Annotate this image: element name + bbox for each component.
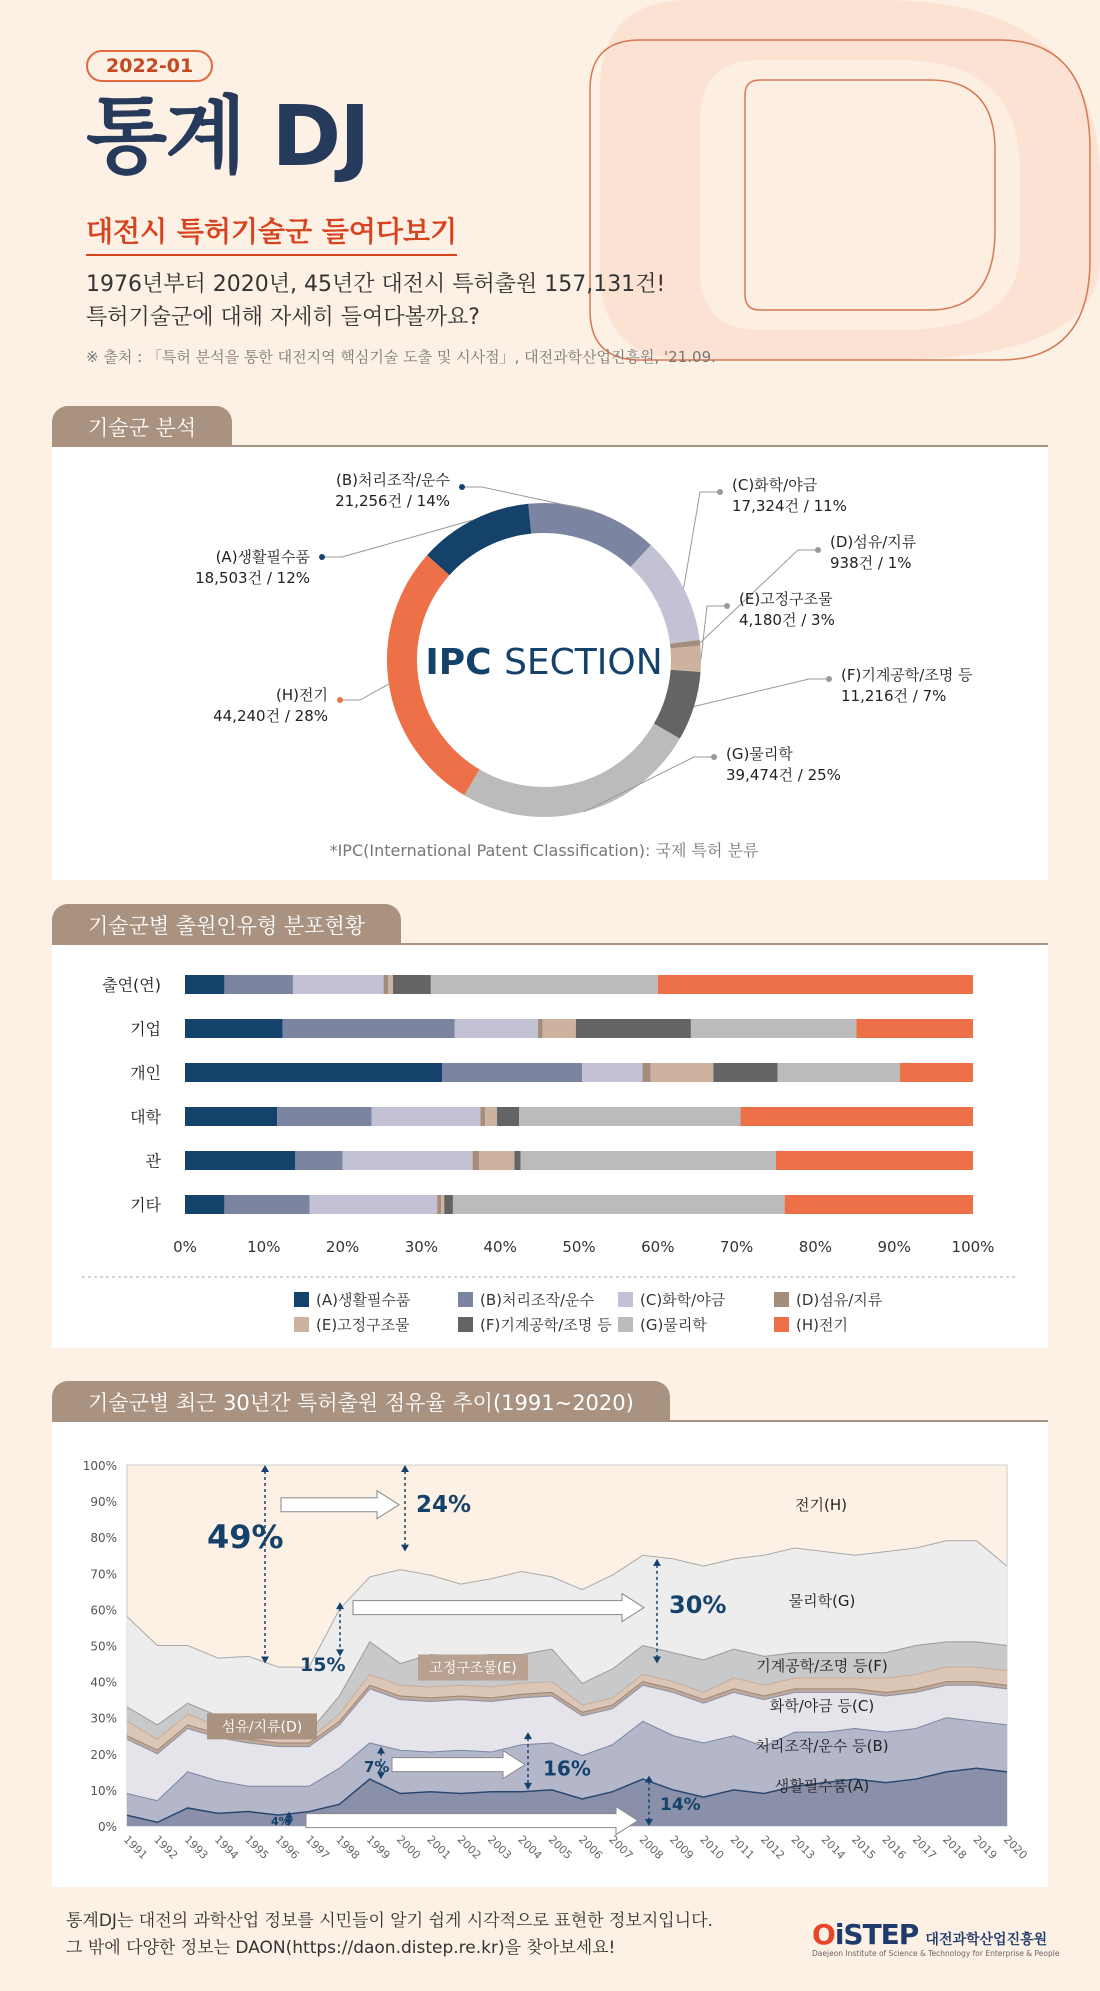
area-annot-14: 14% xyxy=(660,1794,701,1815)
bar-segment-E xyxy=(441,1195,444,1214)
bar-segment-D xyxy=(481,1107,486,1126)
bar-segment-E xyxy=(485,1107,497,1126)
area-x-tick: 2005 xyxy=(545,1832,575,1862)
page-subtitle: 대전시 특허기술군 들여다보기 xyxy=(86,210,457,256)
bar-segment-G xyxy=(691,1019,856,1038)
bar-segment-C xyxy=(310,1195,438,1214)
area-y-tick: 30% xyxy=(90,1711,117,1726)
area-x-tick: 2006 xyxy=(576,1832,606,1862)
bar-segment-B xyxy=(442,1063,582,1082)
donut-leader-dot-A xyxy=(319,554,325,560)
lead-line-1: 1976년부터 2020년, 45년간 대전시 특허출원 157,131건! xyxy=(86,272,666,298)
bar-segment-H xyxy=(785,1195,973,1214)
bar-segment-C xyxy=(343,1151,473,1170)
donut-label-name-F: (F)기계공학/조명 등 xyxy=(841,666,973,684)
bar-segment-F xyxy=(514,1151,520,1170)
bar-legend-label-E: (E)고정구조물 xyxy=(316,1316,410,1334)
bar-legend-swatch-H xyxy=(774,1317,789,1332)
bar-segment-G xyxy=(778,1063,900,1082)
bar-segment-A xyxy=(185,1107,277,1126)
bar-segment-H xyxy=(658,975,973,994)
bar-legend-label-G: (G)물리학 xyxy=(640,1316,707,1334)
donut-label-name-G: (G)물리학 xyxy=(726,745,793,763)
bar-segment-B xyxy=(224,975,293,994)
bar-segment-G xyxy=(521,1151,776,1170)
bar-segment-D xyxy=(437,1195,441,1214)
area-x-tick: 1997 xyxy=(302,1832,332,1862)
area-y-tick: 90% xyxy=(90,1495,117,1510)
donut-center-title-bold: IPC xyxy=(425,642,505,683)
logo-brand-rest: iSTEP xyxy=(834,1918,919,1951)
area-x-tick: 2016 xyxy=(879,1832,909,1862)
bar-segment-E xyxy=(543,1019,576,1038)
bar-segment-C xyxy=(454,1019,538,1038)
bar-x-tick: 10% xyxy=(247,1238,281,1256)
area-x-tick: 2012 xyxy=(758,1832,788,1862)
bar-category-label: 관 xyxy=(145,1151,161,1171)
bar-x-tick: 30% xyxy=(404,1238,439,1256)
bar-category-label: 개인 xyxy=(130,1063,161,1083)
donut-leader-dot-C xyxy=(717,489,723,495)
bar-segment-F xyxy=(393,975,431,994)
bar-segment-D xyxy=(384,975,389,994)
donut-slice-D xyxy=(685,642,686,647)
area-tag-d: 섬유/지류(D) xyxy=(221,1719,303,1736)
applicant-type-bar-chart xyxy=(52,945,1048,1348)
area-annot-4: 4% xyxy=(271,1814,290,1828)
area-annot-16: 16% xyxy=(543,1756,591,1781)
area-x-tick: 1998 xyxy=(333,1832,363,1862)
donut-leader-dot-H xyxy=(337,697,343,703)
bar-legend-label-D: (D)섬유/지류 xyxy=(796,1291,883,1309)
area-annot-15: 15% xyxy=(300,1653,346,1676)
bar-segment-D xyxy=(643,1063,651,1082)
footer xyxy=(66,1908,713,1962)
donut-label-value-D: 938건 / 1% xyxy=(830,554,912,572)
donut-panel xyxy=(52,447,1048,880)
bar-segment-A xyxy=(185,1151,295,1170)
header xyxy=(86,50,986,367)
bar-segment-H xyxy=(741,1107,973,1126)
bar-legend-swatch-A xyxy=(294,1292,309,1307)
donut-label-name-H: (H)전기 xyxy=(276,686,328,704)
area-x-tick: 2004 xyxy=(515,1832,545,1862)
area-x-tick: 2020 xyxy=(1000,1832,1030,1862)
bar-legend-swatch-B xyxy=(458,1292,473,1307)
bar-segment-B xyxy=(224,1195,309,1214)
bar-segment-A xyxy=(185,975,224,994)
area-series-label-B: 처리조작/운수 등(B) xyxy=(755,1737,889,1755)
donut-label-value-C: 17,324건 / 11% xyxy=(732,497,847,515)
donut-label-value-E: 4,180건 / 3% xyxy=(739,611,835,629)
area-x-tick: 1995 xyxy=(242,1832,272,1862)
area-y-tick: 40% xyxy=(90,1675,117,1690)
bar-legend-label-B: (B)처리조작/운수 xyxy=(480,1291,594,1309)
donut-label-value-F: 11,216건 / 7% xyxy=(841,687,947,705)
bar-segment-H xyxy=(900,1063,973,1082)
distep-logo xyxy=(812,1918,1059,1958)
section-title-donut: 기술군 분석 xyxy=(52,406,232,446)
donut-leader-dot-B xyxy=(459,484,465,490)
area-annot-24: 24% xyxy=(416,1491,472,1518)
section-title-area: 기술군별 최근 30년간 특허출원 점유율 추이(1991~2020) xyxy=(52,1381,670,1421)
donut-label-name-B: (B)처리조작/운수 xyxy=(336,471,450,489)
bar-legend-label-A: (A)생활필수품 xyxy=(316,1291,411,1309)
area-y-tick: 20% xyxy=(90,1747,117,1762)
area-x-tick: 2003 xyxy=(485,1832,515,1862)
footer-line-2: 그 밖에 다양한 정보는 DAON(https://daon.distep.re.kr)을 찾아보세요! xyxy=(66,1938,616,1959)
share-trend-area-chart xyxy=(52,1422,1048,1887)
area-y-tick: 70% xyxy=(90,1567,117,1582)
area-x-tick: 1992 xyxy=(151,1832,181,1862)
area-x-tick: 2014 xyxy=(818,1832,848,1862)
donut-center-title-rest: SECTION xyxy=(504,642,663,683)
bar-legend-swatch-F xyxy=(458,1317,473,1332)
bar-segment-F xyxy=(444,1195,453,1214)
area-x-tick: 2008 xyxy=(636,1832,666,1862)
bar-legend-label-F: (F)기계공학/조명 등 xyxy=(480,1316,612,1334)
area-x-tick: 2001 xyxy=(424,1832,454,1862)
bar-x-tick: 40% xyxy=(483,1238,517,1256)
area-series-label-A: 생활필수품(A) xyxy=(774,1777,870,1795)
area-series-label-F: 기계공학/조명 등(F) xyxy=(756,1657,888,1675)
area-x-tick: 2011 xyxy=(727,1832,757,1862)
bar-segment-H xyxy=(776,1151,973,1170)
bar-category-label: 기업 xyxy=(130,1019,161,1039)
area-x-tick: 2007 xyxy=(606,1832,636,1862)
bar-x-tick: 0% xyxy=(173,1238,197,1256)
area-x-tick: 1999 xyxy=(363,1832,393,1862)
area-x-tick: 2019 xyxy=(970,1832,1000,1862)
donut-leader-dot-D xyxy=(815,547,821,553)
donut-label-name-D: (D)섬유/지류 xyxy=(830,533,917,551)
area-x-tick: 2013 xyxy=(788,1832,818,1862)
donut-label-value-A: 18,503건 / 12% xyxy=(195,569,310,587)
footer-line-1: 통계DJ는 대전의 과학산업 정보를 시민들이 알기 쉽게 시각적으로 표현한 정보지입니다. xyxy=(66,1911,713,1931)
bar-segment-F xyxy=(497,1107,519,1126)
bar-legend-swatch-D xyxy=(774,1292,789,1307)
donut-slice-C xyxy=(641,556,685,642)
area-panel xyxy=(52,1422,1048,1887)
donut-label-name-C: (C)화학/야금 xyxy=(732,476,818,494)
donut-slice-G xyxy=(472,731,667,802)
bar-segment-E xyxy=(388,975,393,994)
area-annot-30: 30% xyxy=(669,1591,727,1620)
area-x-tick: 2017 xyxy=(909,1832,939,1862)
bar-segment-C xyxy=(372,1107,481,1126)
bar-segment-D xyxy=(473,1151,479,1170)
donut-label-value-G: 39,474건 / 25% xyxy=(726,766,841,784)
area-x-tick: 1994 xyxy=(211,1832,241,1862)
area-series-label-G: 물리학(G) xyxy=(788,1592,856,1610)
bar-segment-E xyxy=(479,1151,514,1170)
bar-category-label: 기타 xyxy=(130,1195,161,1215)
area-y-tick: 0% xyxy=(97,1820,117,1834)
area-x-tick: 1993 xyxy=(181,1832,211,1862)
donut-leader-H xyxy=(340,684,389,700)
bar-x-tick: 20% xyxy=(325,1238,360,1256)
area-y-tick: 80% xyxy=(90,1531,117,1546)
area-series-label-H: 전기(H) xyxy=(795,1496,847,1514)
bar-x-tick: 60% xyxy=(641,1238,675,1256)
donut-center-title xyxy=(425,642,662,683)
bar-segment-H xyxy=(856,1019,973,1038)
logo-korean-name: 대전과학산업진흥원 xyxy=(925,1932,1048,1948)
bar-x-tick: 80% xyxy=(798,1238,833,1256)
donut-label-value-H: 44,240건 / 28% xyxy=(213,707,328,725)
donut-leader-E xyxy=(701,606,727,659)
bar-segment-B xyxy=(283,1019,455,1038)
bar-x-tick: 70% xyxy=(719,1238,754,1256)
section-title-bar: 기술군별 출원인유형 분포현황 xyxy=(52,904,401,944)
area-annot-7: 7% xyxy=(364,1757,390,1776)
area-x-tick: 2002 xyxy=(454,1832,484,1862)
bar-segment-G xyxy=(431,975,658,994)
donut-leader-dot-G xyxy=(711,754,717,760)
bar-legend-swatch-G xyxy=(618,1317,633,1332)
bar-segment-C xyxy=(582,1063,642,1082)
bar-x-tick: 90% xyxy=(877,1238,911,1256)
logo-english-name: Daejeon Institute of Science & Technology for Enterprise & People xyxy=(812,1949,1060,1958)
area-tag-e: 고정구조물(E) xyxy=(429,1660,517,1677)
bar-segment-B xyxy=(295,1151,342,1170)
area-x-tick: 1996 xyxy=(272,1832,302,1862)
ipc-donut-chart xyxy=(52,447,1048,880)
bar-segment-F xyxy=(576,1019,691,1038)
lead-line-2: 특허기술군에 대해 자세히 들여다볼까요? xyxy=(86,305,480,331)
bar-segment-G xyxy=(453,1195,785,1214)
bar-segment-E xyxy=(651,1063,714,1082)
bar-segment-B xyxy=(277,1107,372,1126)
bar-segment-A xyxy=(185,1063,442,1082)
bar-segment-A xyxy=(185,1019,283,1038)
area-y-tick: 10% xyxy=(90,1783,117,1798)
issue-badge: 2022-01 xyxy=(86,50,213,82)
donut-leader-F xyxy=(694,679,829,706)
donut-slice-E xyxy=(685,647,686,671)
area-y-tick: 100% xyxy=(82,1459,117,1473)
bar-category-label: 출연(연) xyxy=(102,975,161,995)
donut-label-name-A: (A)생활필수품 xyxy=(215,548,310,566)
donut-leader-dot-F xyxy=(826,676,832,682)
area-x-tick: 2000 xyxy=(393,1832,423,1862)
area-y-tick: 50% xyxy=(90,1639,117,1654)
page-title: 통계 DJ xyxy=(86,87,369,185)
area-x-tick: 1991 xyxy=(120,1832,150,1862)
bar-segment-F xyxy=(713,1063,777,1082)
donut-note: *IPC(International Patent Classification): 국제 특허 분류 xyxy=(329,841,759,860)
lead-text xyxy=(86,268,986,334)
source-note: ※ 출처 : 「특허 분석을 통한 대전지역 핵심기술 도출 및 시사점」, 대전과학산업진흥원, '21.09. xyxy=(86,348,716,367)
bar-segment-D xyxy=(538,1019,543,1038)
area-annot-49: 49% xyxy=(207,1518,284,1557)
bar-legend-label-C: (C)화학/야금 xyxy=(640,1291,726,1309)
bar-segment-C xyxy=(293,975,384,994)
bar-segment-G xyxy=(519,1107,740,1126)
area-x-tick: 2010 xyxy=(697,1832,727,1862)
bar-segment-A xyxy=(185,1195,224,1214)
donut-label-name-E: (E)고정구조물 xyxy=(739,590,833,608)
area-y-tick: 60% xyxy=(90,1603,117,1618)
area-x-tick: 2009 xyxy=(667,1832,697,1862)
bar-x-tick: 100% xyxy=(951,1238,995,1256)
area-x-tick: 2018 xyxy=(940,1832,970,1862)
bar-x-tick: 50% xyxy=(562,1238,596,1256)
donut-slice-F xyxy=(667,671,686,731)
donut-slice-B xyxy=(530,518,641,556)
bar-category-label: 대학 xyxy=(130,1107,161,1127)
area-series-label-C: 화학/야금 등(C) xyxy=(769,1697,875,1715)
bar-legend-swatch-E xyxy=(294,1317,309,1332)
donut-label-value-B: 21,256건 / 14% xyxy=(335,492,450,510)
bar-legend-swatch-C xyxy=(618,1292,633,1307)
donut-leader-C xyxy=(684,492,720,588)
area-x-tick: 2015 xyxy=(849,1832,879,1862)
bar-legend-label-H: (H)전기 xyxy=(796,1316,848,1334)
logo-brand-o: O xyxy=(812,1918,835,1951)
donut-leader-dot-E xyxy=(724,603,730,609)
bar-panel xyxy=(52,945,1048,1348)
